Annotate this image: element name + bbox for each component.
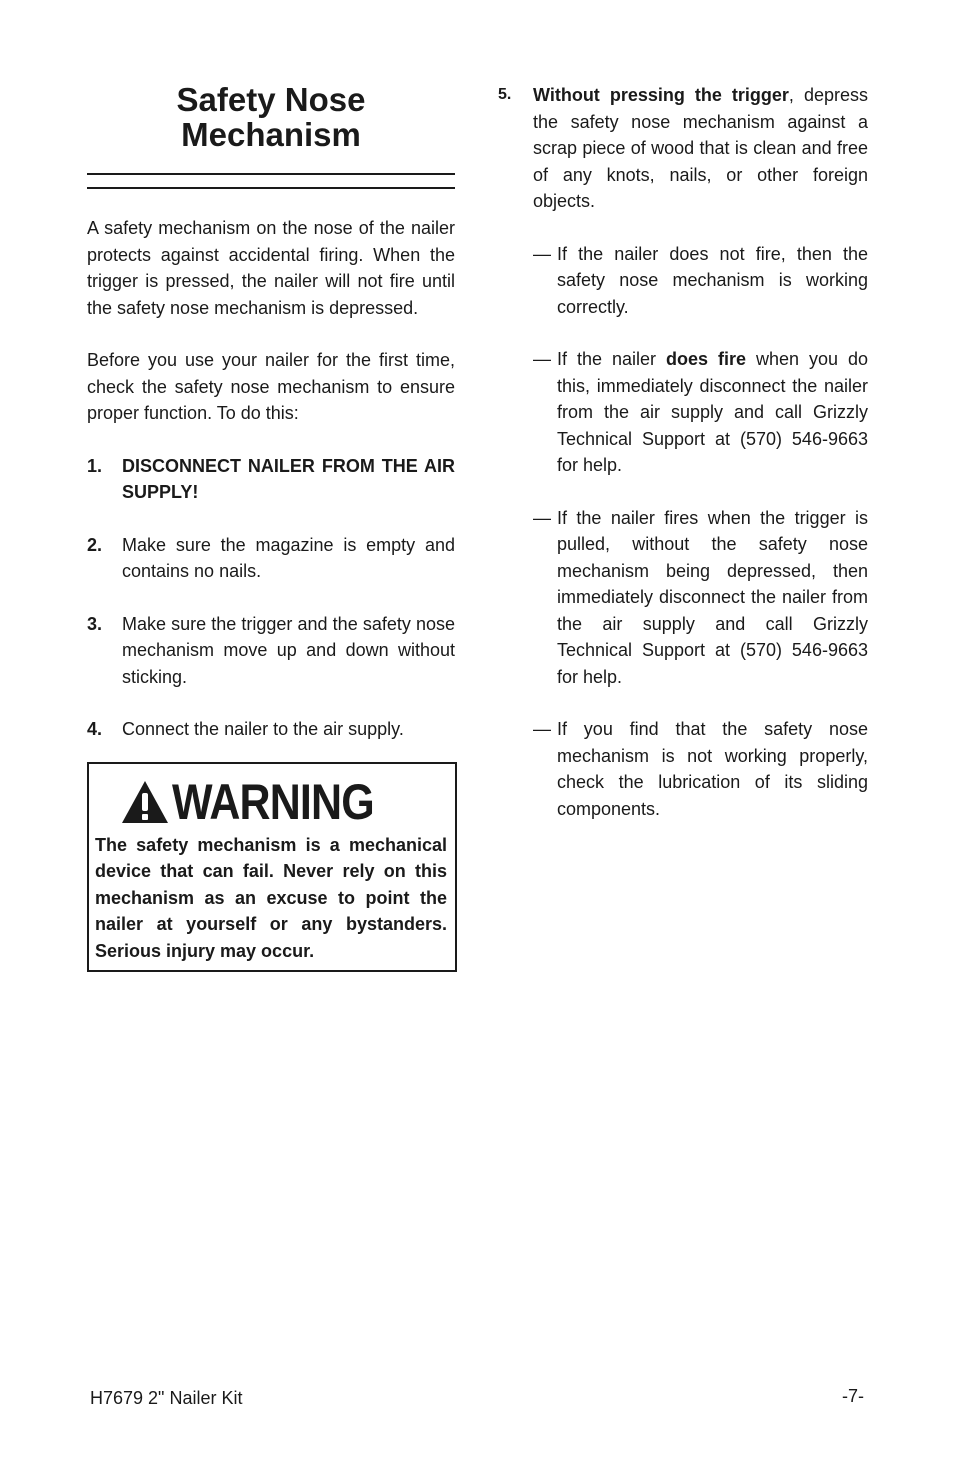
warning-heading: WARNING bbox=[172, 773, 374, 830]
step-text: Connect the nailer to the air supply. bbox=[122, 719, 404, 739]
outcome-text-post: when you do this, immediately disconnect the nailer from the air supply and call Grizzly Technical Support at (570) 546-9663 for help. bbox=[557, 349, 868, 475]
outcome-1 bbox=[498, 241, 868, 321]
footer-page-number: -7- bbox=[842, 1386, 864, 1406]
dash-mark: — bbox=[533, 243, 551, 264]
dash-mark: — bbox=[533, 349, 551, 369]
outcome-text: If you find that the safety nose mechanism is not working properly, check the lubrication of its sliding components. bbox=[557, 719, 868, 819]
step-3 bbox=[87, 611, 455, 691]
outcome-4 bbox=[498, 716, 868, 822]
right-column bbox=[498, 82, 868, 822]
title-line-1: Safety Nose bbox=[176, 81, 366, 118]
warning-header bbox=[95, 773, 447, 830]
dash-mark: — bbox=[533, 507, 551, 528]
step-text: Make sure the magazine is empty and contains no nails. bbox=[122, 534, 455, 581]
step-number: 1. bbox=[87, 455, 103, 476]
outcome-text: If the nailer does not fire, then the safety nose mechanism is working correctly. bbox=[557, 243, 868, 317]
warning-box bbox=[87, 762, 457, 973]
warning-text: The safety mechanism is a mechanical device that can fail. Never rely on this mechanism as an excuse to point the nailer at yourself or any bystanders. Serious injury may occur. bbox=[95, 834, 447, 961]
outcome-3 bbox=[498, 505, 868, 691]
outcome-text-pre: If the nailer bbox=[557, 349, 666, 369]
step-text: DISCONNECT NAILER FROM THE AIR SUPPLY! bbox=[122, 455, 455, 502]
outcome-text-bold: does fire bbox=[665, 349, 746, 369]
step-number: 4. bbox=[87, 719, 103, 739]
footer-model: H7679 2" Nailer Kit bbox=[90, 1388, 243, 1408]
warning-triangle-icon bbox=[120, 779, 170, 825]
step-text: Make sure the trigger and the safety nose mechanism move up and down without sticking. bbox=[122, 613, 455, 687]
title-line-2: Mechanism bbox=[181, 116, 361, 153]
step-number: 2. bbox=[87, 534, 103, 555]
step-4 bbox=[87, 716, 455, 743]
left-column bbox=[87, 82, 455, 972]
intro-paragraph-2: Before you use your nailer for the first time, check the safety nose mechanism to ensure proper function. To do this: bbox=[87, 350, 455, 423]
step-2 bbox=[87, 532, 455, 585]
dash-mark: — bbox=[533, 719, 551, 739]
intro-paragraph-1: A safety mechanism on the nose of the nailer protects against accidental firing. When the trigger is pressed, the nailer will not fire until the safety nose mechanism is depressed. bbox=[87, 218, 455, 318]
step-number: 5. bbox=[498, 86, 512, 103]
title-rule-top bbox=[87, 173, 455, 175]
outcome-text: If the nailer fires when the trigger is pulled, without the safety nose mechanism being depressed, then immediately disconnect the nailer from the air supply and call Grizzly Technical Support at (570) 546-9663 for help. bbox=[557, 507, 868, 687]
step-5-text: , depress the safety nose mechanism against a scrap piece of wood that is clean and free of any knots, nails, or other foreign objects. bbox=[533, 85, 868, 211]
step-number: 3. bbox=[87, 613, 103, 634]
outcome-2 bbox=[498, 346, 868, 479]
page-title bbox=[87, 82, 455, 152]
step-5-bold: Without pressing the trigger bbox=[533, 85, 789, 105]
step-5 bbox=[498, 82, 868, 215]
step-1 bbox=[87, 453, 455, 506]
